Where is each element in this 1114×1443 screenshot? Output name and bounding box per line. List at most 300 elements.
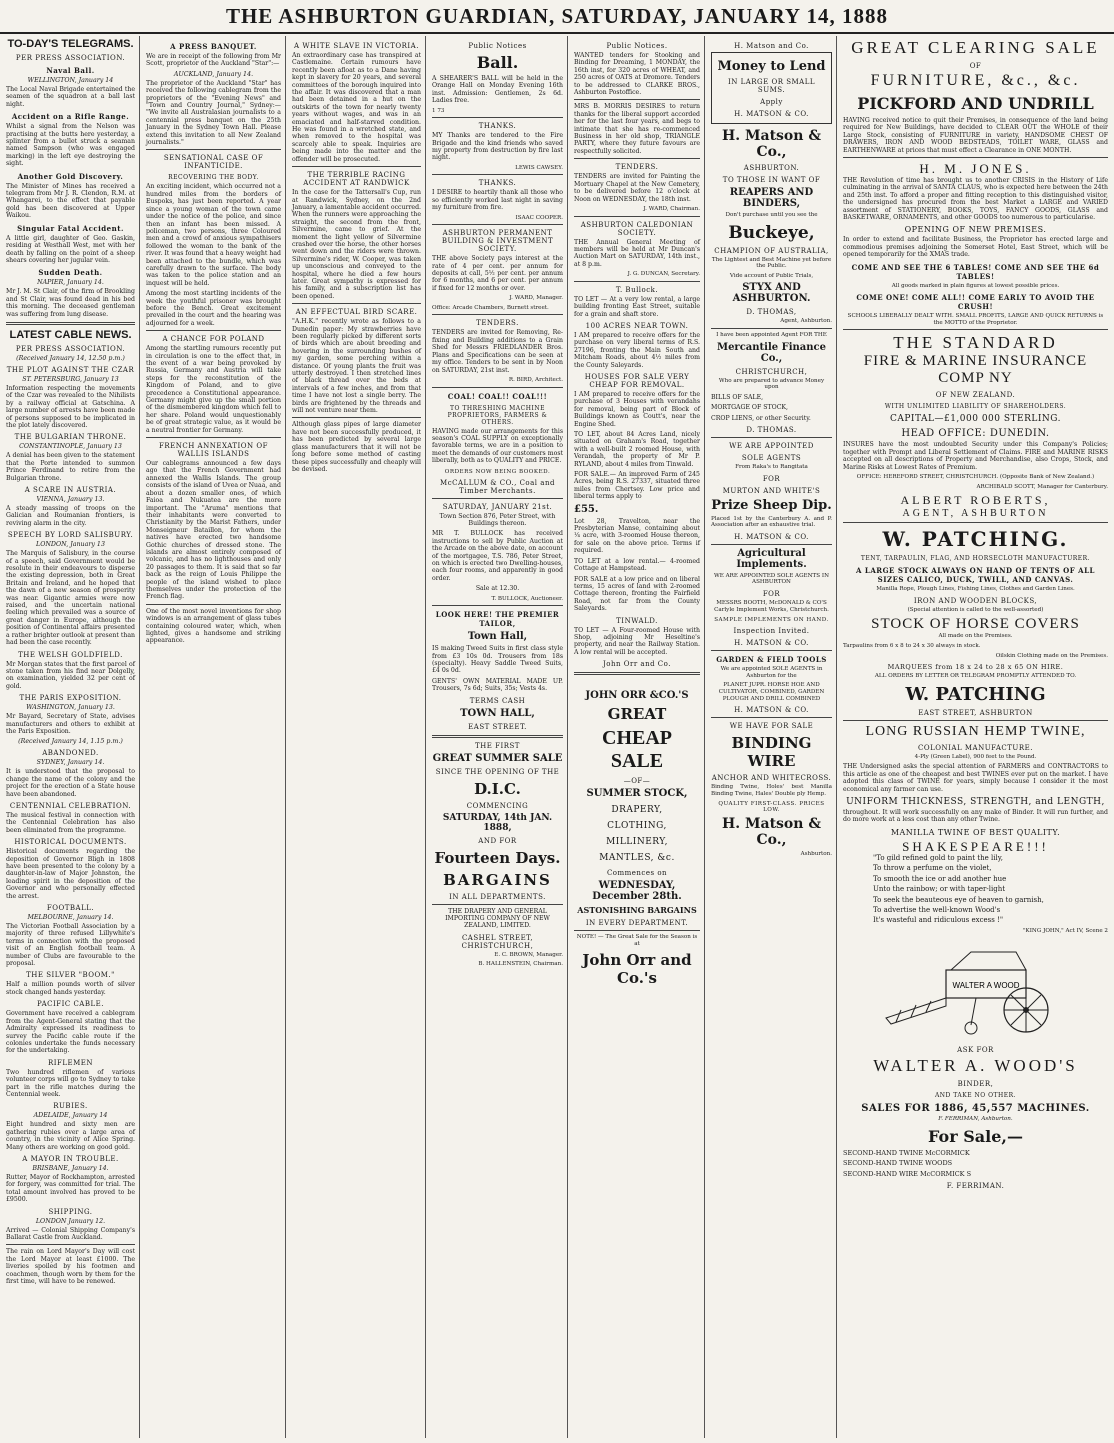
ad-signature: H. MATSON & CO.: [734, 532, 809, 541]
story-title: THE TERRIBLE RACING ACCIDENT AT RANDWICK: [303, 171, 410, 188]
story-text: The Local Naval Brigade entertained the seamen of the squadron at a ball last night.: [6, 86, 135, 108]
ad-text: SINCE THE OPENING OF THE: [435, 767, 560, 776]
divider: [574, 99, 700, 100]
divider: [843, 522, 1108, 523]
ad-text: MY Thanks are tendered to the Fire Brigade and the kind friends who saved my property from destruction by fire last night.: [432, 132, 563, 162]
dateline: ADELAIDE, January 14: [33, 1112, 108, 1120]
story-title: ABANDONED.: [42, 749, 99, 758]
column-public-notices-2: [570, 36, 705, 1438]
story-text: Mr Bayard, Secretary of State, advises manufacturers and others to exhibit at the Paris Exposition.: [6, 713, 135, 735]
story-text: The Minister of Mines has received a telegram from Mr J. R. Clendon, R.M. at Whangarei, to the effect that payable gold has been discovered at Upper Waikou.: [6, 182, 135, 220]
story-text: Eight hundred and sixty men are gathering rubies over a large area of country, in the vicinity of Alice Spring. Many others are working on good gold.: [6, 1121, 135, 1151]
ad-signature: H. MATSON & CO.: [734, 110, 809, 118]
divider: [432, 174, 563, 175]
divider: [6, 1244, 135, 1245]
ad-text: Tarpaulins from 6 x 8 to 24 x 30 always in stock.: [843, 643, 981, 650]
ad-signature: LEWIS CAWSEY.: [515, 164, 563, 171]
ad-text: NOTE! — The Great Sale for the Season is at: [576, 934, 698, 947]
ad-signature: D. THOMAS.: [746, 425, 797, 434]
column-large-ads: [839, 36, 1112, 1438]
dateline: CONSTANTINOPLE, January 13: [19, 443, 122, 451]
ad-title: FIRE & MARINE INSURANCE COMP NY: [863, 353, 1088, 387]
ad-title: TENDERS.: [476, 319, 519, 328]
masthead: [0, 0, 1114, 34]
story-title: A WHITE SLAVE IN VICTORIA.: [294, 42, 419, 50]
ad-title: Agricultural Implements.: [736, 547, 807, 570]
divider: [843, 157, 1108, 158]
ad-text: The Lightest and Best Machine yet before the Public.: [711, 256, 832, 270]
story-text: It is understood that the proposal to change the name of the colony and the project for the erection of a State house have been abandoned.: [6, 768, 135, 798]
ad-text: IN EVERY DEPARTMENT.: [585, 919, 689, 928]
ad-text: WE ARE APPOINTED SOLE AGENTS IN ASHBURTON: [714, 572, 829, 586]
ad-title: MANILLA TWINE OF BEST QUALITY.: [890, 827, 1061, 837]
ad-text: IN LARGE OR SMALL SUMS.: [727, 78, 816, 94]
ad-text: FOR SALE.— An improved Farm of 245 Acres, being R.S. 27337, situated three miles from Chertsey. Low price and liberal terms apply to: [574, 471, 700, 501]
story-text: One of the most novel inventions for shop windows is an arrangement of glass tubes containing coloured water, which, when lighted, gives a handsome and striking appearance.: [146, 607, 281, 645]
story-title: THE PLOT AGAINST THE CZAR: [6, 365, 135, 374]
ad-title: WEDNESDAY, December 28th.: [592, 880, 682, 903]
column-telegrams: [2, 36, 140, 1438]
divider: [6, 322, 135, 325]
ad-text: ALL ORDERS BY LETTER OR TELEGRAM PROMPTLY ATTENDED TO.: [874, 673, 1077, 680]
ad-signature: F. FERRIMAN.: [946, 1182, 1005, 1191]
ad-title: SATURDAY, 14th JAN. 1888,: [442, 812, 553, 833]
ad-title: H. Matson & Co.,: [722, 816, 821, 849]
ad-text: AGENT, ASHBURTON: [902, 508, 1049, 520]
ad-text: We are appointed SOLE AGENTS in Ashburton for the: [720, 666, 823, 679]
machine-label: WALTER A WOOD: [951, 981, 1020, 991]
ad-text: I DESIRE to heartily thank all those who so efficiently worked last night in saving my furniture from fire.: [432, 189, 563, 212]
story-text: The Marquis of Salisbury, in the course of a speech, said Government would be resolute in their endeavours to disperse the existing depression, both in Great Britain and Ireland, and he hoped that the dawn of a new season of prosperity was near. Gigantic armies were now raised, and the uncertain national feeling which prevailed was a source of great danger in Europe, although the position of Continental affairs presented a rather brighter outlook at present than had been the case recently.: [6, 550, 135, 647]
ad-text: QUALITY FIRST-CLASS. PRICES LOW.: [718, 801, 825, 814]
ad-signature: R. BIRD, Architect.: [508, 376, 563, 383]
story-text: Our cablegrams announced a few days ago that the French Government had annexed the Wallis Islands. The group consists of the island of Uvea or Nuaa, and about a dozen smaller ones, of which Faioa and Nukuatea are the more important. The "Aruma" mentions that their inhabitants were converted to Christianity by the Marist Fathers, under Monseigneur Bataillon, for whom the natives have erected two handsome Gothic churches of dressed stone. The islands are almost entirely composed of volcanic, and has no lighthouses and only 20 passages to them. It is said that so far back as the reign of Louis Philippe the people of the island wished to place themselves under the protection of the French flag.: [146, 460, 281, 601]
story-text: A denial has been given to the statement that the Porte intended to summon Prince Ferdinand to retire from the Bulgarian throne.: [6, 452, 135, 482]
ad-text: A LARGE STOCK ALWAYS ON HAND OF TENTS OF ALL SIZES CALICO, DUCK, TWILL, AND CANVAS.: [856, 566, 1095, 585]
ad-text: IRON AND WOODEN BLOCKS,: [913, 596, 1038, 605]
divider: [432, 224, 563, 225]
story-text: The proprietor of the Auckland "Star" has received the following cablegram from the proprietors of the "Evening News" and "Town and Country Journal," Sydney:— "We invite all Australasian journalists to a centennial press banquet on the 25th January in the Sydney Town Hall. Please extend this invitation to all New Zealand journalists.": [146, 79, 281, 147]
ad-text: —OF—: [623, 777, 651, 786]
ad-text: SAMPLE IMPLEMENTS ON HAND.: [714, 617, 829, 624]
story-text: Arrived — Colonial Shipping Company's Ballarat Castle from Auckland.: [6, 1226, 135, 1241]
ad-text: HAVING made our arrangements for this season's COAL SUPPLY on exceptionally favorable terms, we are in a position to meet the demands of our customers most liberally, both as to QUALITY and PRICE.: [432, 427, 563, 465]
story-title: A PRESS BANQUET.: [170, 42, 257, 51]
ad-title: SALES FOR 1886, 45,557 MACHINES.: [861, 1103, 1090, 1115]
ad-text: Inspection Invited.: [733, 627, 810, 636]
heading-cable-news: LATEST CABLE NEWS.: [9, 328, 132, 341]
story-title: A MAYOR IN TROUBLE.: [22, 1154, 119, 1163]
source-line: PER PRESS ASSOCIATION.: [15, 54, 126, 62]
divider: [711, 328, 832, 329]
ad-text: MARQUEES from 18 x 24 to 28 x 65 ON HIRE.: [887, 663, 1064, 672]
ad-ref: 1 73: [432, 107, 445, 114]
poem-line: To advertise the well-known Wood's: [873, 905, 1001, 914]
ad-item: CLOTHING,: [607, 821, 667, 832]
ad-title: GARDEN & FIELD TOOLS: [716, 655, 827, 665]
ad-text: COME AND SEE THE 6 TABLES! COME AND SEE THE 6d TABLES!: [851, 262, 1100, 281]
ad-title: TENDERS.: [615, 163, 659, 172]
ad-text: In order to extend and facilitate Business, the Proprietor has erected large and commodious premises adjoining the Somerset Hotel, East Street, which will be opened temporarily for the XMAS trade.: [843, 236, 1108, 259]
dateline: ST. PETERSBURG, January 13: [22, 375, 119, 383]
ad-title: THANKS.: [478, 122, 517, 131]
ad-text: Apply: [760, 98, 783, 106]
divider: [146, 330, 281, 331]
ad-text: TO LET — A Four-roomed House with Shop, adjoining Mr Heseltine's property, and near the Railway Station. A low rental will be accepted.: [574, 626, 700, 656]
column-public-notices: [428, 36, 568, 1438]
divider: [711, 717, 832, 718]
dateline: BRISBANE, January 14.: [32, 1164, 109, 1172]
story-text: Historical documents regarding the deposition of Governor Bligh in 1808 have been presented to the colony by a daughter-in-law of Major Johnston, the leading spirit in the deposition of the Governor and who personally effected the arrest.: [6, 848, 135, 900]
dateline: MELBOURNE, January 14.: [27, 914, 114, 922]
ad-text: Sale at 12.30.: [475, 585, 520, 593]
ad-title: STOCK OF HORSE COVERS: [871, 616, 1080, 633]
divider: [432, 314, 563, 315]
story-text: The rain on Lord Mayor's Day will cost the Lord Mayor at least £1000. The liveries spoiled by his footmen and coachmen, though worn by them for the first time, will have to be renewed.: [6, 1248, 135, 1286]
story-title: FRENCH ANNEXATION OF WALLIS ISLANDS: [159, 442, 268, 459]
ad-title: Town Hall,: [467, 631, 528, 643]
ad-text: I AM prepared to receive offers for the purchase on very liberal terms of R.S. 27196, fronting the Main South and Mitcham Roads, about 4½ miles from the County Saleyards.: [574, 331, 700, 369]
dateline: LONDON, January 13: [36, 541, 105, 549]
divider: [711, 544, 832, 545]
ad-text: Lot 28, Travelton, near the Presbyterian Manse, containing about ¼ acre, with 3-roomed House thereon, for sale on the above price. Terms if required.: [574, 517, 700, 555]
ad-signature: F. FERRIMAN, Ashburton.: [938, 1116, 1013, 1123]
ad-text: MR T. BULLOCK has received instructions to sell by Public Auction at the Arcade on the above date, on account of the mortgagee, T.S. 786, Peter Street, on which is erected two Dwelling-houses, each four rooms, and apparently in good order.: [432, 530, 563, 582]
ad-title: FURNITURE, &c., &c.: [870, 72, 1081, 89]
ad-signature: J. G. DUNCAN, Secretary.: [627, 271, 700, 278]
ad-text: TO THOSE IN WANT OF: [722, 176, 821, 184]
divider: [432, 735, 563, 738]
divider: [574, 216, 700, 217]
ad-text: SCHOOLS LIBERALLY DEALT WITH. SMALL PROFITS, LARGE AND QUICK RETURNS is the MOTTO of the Proprietor.: [847, 313, 1104, 326]
ad-title: GREAT SUMMER SALE: [432, 752, 563, 764]
ad-title: WALTER A. WOOD'S: [873, 1056, 1078, 1076]
story-title: FOOTBALL.: [46, 904, 95, 913]
ad-signature: D. THOMAS,: [746, 308, 797, 317]
story-title: THE WELSH GOLDFIELD.: [18, 650, 123, 659]
ad-text: Commences on: [606, 869, 668, 878]
ad-text: THE Undersigned asks the special attention of FARMERS and CONTRACTORS to this article as one of the cheapest and best TWINES ever put on the market. I have adopted this class of TWINE for years, simply because I consider it the most economical any farmer can use.: [843, 763, 1108, 793]
story-title: Naval Ball.: [46, 66, 95, 75]
source-line: PER PRESS ASSOCIATION.: [15, 344, 126, 353]
ad-title: ASTONISHING BARGAINS: [577, 905, 697, 916]
ad-text: All goods marked in plain figures at lowest possible prices.: [891, 282, 1060, 289]
story-title: Singular Fatal Accident.: [17, 223, 124, 233]
ad-text: Vide account of Public Trials,: [729, 272, 814, 279]
story-title: HISTORICAL DOCUMENTS.: [14, 838, 127, 847]
received-line: (Received January 14, 12.50 p.m.): [16, 354, 125, 362]
ad-text: IN ALL DEPARTMENTS.: [449, 892, 546, 901]
poem-line: It's wasteful and ridiculous excess !": [873, 916, 1004, 925]
story-text: Mr J. M. St Clair, of the firm of Brookling and St Clair, was found dead in his bed this morning. The deceased gentleman was suffering from lung disease.: [6, 288, 135, 318]
binder-machine-illustration: [876, 940, 1076, 1040]
ad-text: Oilskin Clothing made on the Premises.: [995, 652, 1108, 659]
ad-text: COLONIAL MANUFACTURE.: [918, 743, 1033, 752]
story-text: Rutter, Mayor of Rockhampton, arrested for forgery, was committed for trial. The total amount involved has proved to be £9500.: [6, 1173, 135, 1204]
story-text: An exciting incident, which occurred not a hundred miles from the borders of Euspoks, has just been reported. A year since a young woman of the town came under the notice of the police, and since then an infant has been missed. A policeman, two persons, three Coloured men and a crowd of anxious sympathisers followed the woman to the bank of the river. It was found that a heavy weight had been attached to the bundle, which was carefully drawn to the surface. The body was taken to the police station and an inquest will be held.: [146, 183, 281, 287]
ad-text: PLANET JUPR. HORSE HOE AND CULTIVATOR, COMBINED, GARDEN PLOUGH AND DRILL COMBINED: [718, 682, 825, 702]
ad-text: GENTS' OWN MATERIAL MADE UP. Trousers, 7s 6d; Suits, 35s; Vests 4s.: [432, 677, 563, 693]
ad-title: LOOK HERE! THE PREMIER TAILOR,: [435, 610, 560, 629]
story-text: Mr Morgan states that the first parcel of stone taken from his find near Dolgelly, on examination, yielded 32 per cent of gold.: [6, 660, 135, 690]
story-title: THE SILVER "BOOM.": [26, 971, 115, 980]
sale-item: SECOND-HAND TWINE McCORMICK: [843, 1148, 970, 1157]
dateline: WASHINGTON, January 13.: [26, 704, 115, 712]
ad-signature: McCALLUM & CO., Coal and Timber Merchants.: [440, 478, 555, 495]
ad-text: MRS B. MORRIS DESIRES to return thanks for the liberal support accorded her for the last four years, and begs to intimate that she has re-commenced Business in her old shop, TRIANGLE PARTY, where they future favours are respectfully solicited.: [574, 103, 700, 155]
poem-block: [843, 855, 1108, 925]
sale-item: SECOND-HAND WIRE McCORMICK S: [843, 1169, 972, 1178]
divider: [432, 498, 563, 499]
ad-title: TOWN HALL,: [460, 707, 535, 719]
divider: [432, 904, 563, 905]
ad-text: COME ONE! COME ALL!! COME EARLY TO AVOID THE CRUSH!: [856, 293, 1095, 312]
ad-subtitle: ORDERS NOW BEING BOOKED.: [444, 468, 551, 475]
story-text: Whilst a signal from the Nelson was practising at the butts here yesterday, a splinter from a bullet struck a seaman named Sampson (who was engaged marking) in the left eye destroying the sight.: [6, 123, 135, 168]
ad-text: HAVING received notice to quit their Premises, in consequence of the land being required for New Buildings, have decided to CLEAR OUT the WHOLE of their Large Stock, consisting of FURNITURE in variety, HANDSOME CHEST OF DRAWERS, IRON AND WOOD BEDSTEADS, TOILET WARE, GLASS and EARTHENWARE at prices that must effect a Clearance in ONE MONTH.: [843, 117, 1108, 154]
ad-title: 100 ACRES NEAR TOWN.: [585, 321, 689, 330]
ad-title: W. PATCHING.: [882, 527, 1069, 552]
ad-title: THE STANDARD: [893, 333, 1058, 353]
ad-text: A SHEARER'S BALL will be held in the Orange Hall on Monday Evening 16th inst. Admission: Gentlemen, 2s 6d. Ladies free.: [432, 75, 563, 105]
ad-signature: ISAAC COOPER.: [515, 214, 563, 221]
ad-title: CHEAP SALE: [602, 727, 672, 773]
ad-signature: T. BULLOCK, Auctioneer.: [491, 595, 563, 602]
ad-text: MURTON AND WHITE'S: [722, 486, 821, 495]
ad-text: FOR: [762, 474, 781, 483]
divider: [574, 672, 700, 675]
story-text: Two hundred riflemen of various volunteer corps will go to Sydney to take part in the rifle matches during the Centennial week.: [6, 1068, 135, 1098]
divider: [574, 930, 700, 931]
ad-signature: John Orr and Co.: [603, 660, 671, 669]
ad-text: AND TAKE NO OTHER.: [934, 1092, 1017, 1100]
ad-text: OF: [969, 62, 982, 70]
ad-title: LONG RUSSIAN HEMP TWINE,: [865, 723, 1086, 739]
column-header: H. Matson and Co.: [734, 42, 809, 50]
ad-price: £55.: [574, 503, 599, 515]
ad-text: Who are prepared to advance Money upon: [718, 377, 825, 391]
ad-subtitle: TO THRESHING MACHINE PROPRIETORS, FARMERS & OTHERS.: [447, 404, 548, 426]
ad-text: CHRISTCHURCH,: [735, 367, 808, 376]
ad-text: 4-Ply (Green Label), 900 feet to the Pound.: [914, 753, 1037, 760]
dateline: NAPIER, January 14.: [37, 279, 104, 287]
ad-title: PICKFORD AND UNDRILL: [857, 94, 1094, 113]
divider: [146, 149, 281, 150]
poem-line: Unto the rainbow; or with taper-light: [873, 885, 1006, 894]
divider: [146, 604, 281, 605]
divider: [843, 720, 1108, 721]
story-title: SPEECH BY LORD SALISBURY.: [7, 531, 134, 540]
story-text: A little girl, daughter of Geo. Gaskin, residing at Westhall West, met with her death by falling on the point of a sheep shears covering her jugular vein.: [6, 234, 135, 264]
ad-text: IS making Tweed Suits in first class style from £3 10s 0d. Trousers from 18s (specialty). Heavy Saddle Tweed Suits, £4 0s 0d.: [432, 645, 563, 675]
ad-title: UNIFORM THICKNESS, STRENGTH, and LENGTH,: [846, 797, 1105, 808]
sale-item: SECOND-HAND TWINE WOODS: [843, 1159, 953, 1168]
story-text: A steady massing of troops on the Galician and Roumanian frontiers, is reviving alarm in the city.: [6, 505, 135, 527]
ad-text: Binding Twine, Holes' best Manilla Binding Twine, Hales' Double ply Hemp.: [711, 784, 832, 797]
ad-text: Town Section 876, Peter Street, with Buildings thereon.: [439, 512, 556, 527]
ad-signature: B. HALLENSTEIN, Chairman.: [478, 961, 563, 968]
ad-title: ALBERT ROBERTS,: [900, 493, 1051, 508]
story-text: Information respecting the movements of the Czar was revealed to the Nihilists by a railway official at Gatschina. A large number of arrests have been made of persons supposed to be implicated in the plot lately discovered.: [6, 384, 135, 429]
ad-text: FOR: [762, 589, 781, 598]
column-matson: [707, 36, 837, 1438]
ad-title: SATURDAY, JANUARY 21st.: [442, 502, 553, 511]
ad-item: MORTGAGE OF STOCK,: [711, 404, 789, 412]
ad-text: I AM prepared to receive offers for the purchase of 3 Houses with verandahs for removal, being part of Block of Buildings known as Coutt's, near the Engine Shed.: [574, 390, 700, 428]
divider: [432, 605, 563, 606]
ad-text: From Raka's to Rangitata: [735, 463, 808, 470]
ad-text: TO LET — At a very low rental, a large building fronting East Street, suitable for a grain and shaft store.: [574, 295, 700, 318]
ad-text: Manilla Rope, Plough Lines, Fishing Lines, Clothes and Garden Lines.: [876, 586, 1075, 593]
story-text: An extraordinary case has transpired at Castlemaine. Certain rumours have recently been afloat as to a Dane having kept in slavery for 20 years, and several committees of the borough inquired into the affair. It was discovered that a man had been detained in a hut on the outskirts of the town for nearly twenty years without wages, and was in an emaciated and half-starved condition. He was found in a wretched state, and when removed to the hospital was scarcely able to speak. Inquiries are being made into the matter and the offender will be prosecuted.: [292, 52, 421, 163]
ad-title: GREAT CLEARING SALE: [851, 38, 1100, 57]
ad-signature: H. MATSON & CO.: [734, 706, 809, 715]
ad-title: SHAKESPEARE!!!: [902, 838, 1049, 854]
dateline: SYDNEY, January 14.: [36, 759, 105, 767]
ad-item: BILLS OF SALE,: [711, 393, 764, 401]
divider: [146, 437, 281, 438]
story-title: THE BULGARIAN THRONE.: [14, 433, 127, 442]
ad-text: TERMS CASH: [469, 696, 526, 705]
poem-line: "To gild refined gold to paint the lily,: [873, 853, 1003, 862]
ad-title: Mercantile Finance Co.,: [717, 341, 826, 364]
ad-text: Office: Arcade Chambers, Burnett street.: [432, 304, 549, 311]
story-title: THE PARIS EXPOSITION.: [19, 694, 122, 703]
ad-text: ASK FOR: [957, 1046, 994, 1055]
dateline: WELLINGTON, January 14: [27, 77, 114, 84]
ad-title: T. Bullock.: [615, 285, 659, 294]
ad-text: EAST STREET, ASHBURTON: [918, 708, 1033, 717]
ad-title: For Sale,—: [928, 1126, 1023, 1146]
ad-text: THE Annual General Meeting of members will be held at Mr Duncan's Auction Mart on SATURDAY, 14th inst., at 8 p.m.: [574, 238, 700, 268]
story-title: SENSATIONAL CASE OF INFANTICIDE.: [163, 154, 264, 171]
divider: [574, 158, 700, 159]
story-title: A SCARE IN AUSTRIA.: [24, 486, 117, 494]
ad-text: WANTED tenders for Stooking and Binding for Dreaming, 1 MONDAY, the 16th inst, for 320 acres of WHEAT, and 250 acres of OATS at Dromore. Tenders to be addressed to CLARKE BROS., Ashburton Postoffice.: [574, 52, 700, 97]
ad-text: THE Revolution of time has brought us to another CRISIS in the History of Life culminating in the arrival of SANTA CLAUS, who is expected here between the 24th and 25th inst. To afford a proper and fitting reception to this distinguished visitor, the undersigned has procured from the best Market a LARGE and VARIED assortment of STATIONERY, BOOKS, TOYS, FANCY GOODS, GLASS and BASKETWARE, ORNAMENTS, and other GOODS too numerous to particularise.: [843, 177, 1108, 222]
ad-text: CHAMPION OF AUSTRALIA,: [714, 246, 829, 255]
story-title: CENTENNIAL CELEBRATION.: [9, 801, 132, 810]
ad-item: MANTLES, &c.: [599, 853, 675, 864]
story-text: Although glass pipes of large diameter have not been successfully produced, it has been predicted by several large glass manufacturers that it will not be long before some method of casting these pipes successfully and cheaply will be devised.: [292, 421, 421, 473]
ad-text: THE FIRST: [475, 741, 520, 750]
dateline: LONDON January 12.: [35, 1217, 106, 1225]
story-text: Among the startling rumours recently put in circulation is one to the effect that, in the event of a war being provoked by Russia, Germany and Austria will take steps for the reconstitution of the Kingdom of Poland, and to give precedence a Constitutional appearance. Germany might give up the small portion of the dismembered kingdom which fell to her share. Poland would unquestionably be of great strategic value, as it would be a neutral frontier for Germany.: [146, 345, 281, 434]
ad-ball-title: Ball.: [476, 53, 519, 72]
story-text: In the case for the Tattersall's Cup, run at Randwick, Sydney, on the 2nd January, a lamentable accident occurred. When the runners were approaching the straight, the second from the front, Silvermine, came to grief. At the moment the light yellow of Silvermine crashed over the horse, the other horses went down and the riders were thrown. Silvermine's rider, W. Cooper, was taken up unconscious and conveyed to the hospital, where he died a few hours later. Great sympathy is expressed for his family, and a subscription list has been opened.: [292, 189, 421, 300]
ad-text: BINDER,: [957, 1080, 994, 1089]
column-header: Public Notices.: [606, 42, 668, 50]
heading-telegrams: TO-DAY'S TELEGRAMS.: [7, 38, 134, 50]
ad-title: Prize Sheep Dip.: [711, 497, 832, 513]
ad-text: TO LET at a low rental.— 4-roomed Cottage at Hampstead.: [574, 557, 700, 573]
ad-text: Placed 1st by the Canterbury A. and P. Association after an exhaustive trial.: [711, 515, 832, 529]
story-title: A CHANCE FOR POLAND: [162, 335, 265, 344]
ad-title: GREAT: [607, 705, 667, 724]
story-title: AN EFFECTUAL BIRD SCARE.: [295, 308, 418, 317]
ad-title: HOUSES FOR SALE VERY CHEAP FOR REMOVAL.: [584, 372, 690, 389]
ad-text: AND FOR: [478, 836, 517, 845]
ad-text: Don't purchase until you see the: [725, 212, 818, 218]
ad-text: HEAD OFFICE: DUNEDIN.: [901, 428, 1050, 440]
ad-title: ASHBURTON CALEDONIAN SOCIETY.: [580, 220, 694, 237]
ad-item: CROP LIENS, or other Security.: [711, 414, 811, 422]
story-title: SHIPPING.: [48, 1207, 93, 1216]
ad-text: TENT, TARPAULIN, FLAG, AND HORSECLOTH MANUFACTURER.: [860, 555, 1091, 563]
ad-title: TINWALD.: [616, 616, 658, 625]
ad-title: JOHN ORR &CO.'S: [585, 690, 689, 702]
divider: [432, 117, 563, 118]
ad-text: FOR SALE at a low price and on liberal terms, 15 acres of land with 2-roomed Cottage thereon, fronting the Fairfield Road, not far from the County Saleyards.: [574, 575, 700, 613]
divider: [843, 329, 1108, 330]
ad-text: THE above Society pays interest at the rate of 4 per cent. per annum for deposits at call, 5½ per cent. per annum for 6 months, and 6 per cent. per annum if fixed for 12 months or over.: [432, 255, 563, 292]
ad-text: TO LET, about 84 Acres Land, nicely situated on Graham's Road, together with a well-built 2 roomed House, with Verandah, the property of Mr P. RYLAND, about 4 miles from Tinwald.: [574, 431, 700, 468]
ad-text: throughout. It will work successfully on any make of Binder. It will run further, and do more work at a less cost than any other Twine.: [843, 809, 1108, 824]
ad-text: TENDERS are invited for Removing, Re-fixing and Building additions to a Grain Shed for Messrs FRIEDLANDER Bros. Plans and Specifications can be seen at my office. Tenders to be sent in by Noon on SATURDAY, 21st inst.: [432, 329, 563, 374]
poem-line: To seek the beauteous eye of heaven to garnish,: [873, 895, 1044, 904]
story-title: Sudden Death.: [38, 268, 103, 278]
ad-text: CAPITAL—£1,000 000 STERLING.: [889, 414, 1062, 425]
ad-title: COAL! COAL!! COAL!!!: [447, 391, 548, 401]
ad-text: TENDERS are invited for Painting the Mortuary Chapel at the New Cemetery, to be delivered before 12 o'clock at Noon on WEDNESDAY, the 18th inst.: [574, 173, 700, 203]
poem-citation: "KING JOHN," Act IV, Scene 2: [1022, 927, 1108, 934]
ad-text: Ashburton.: [800, 851, 832, 858]
poem-line: To throw a perfume on the violet,: [873, 864, 992, 873]
divider: [292, 303, 421, 304]
ad-title: ASHBURTON PERMANENT BUILDING & INVESTMENT SOCIETY.: [441, 229, 554, 254]
ad-title: H. M. JONES.: [919, 161, 1032, 177]
divider: [432, 387, 563, 388]
poem-line: To smooth the ice or add another hue: [873, 874, 1007, 883]
ad-text: WE HAVE FOR SALE: [729, 722, 814, 731]
ad-signature: ARCHIBALD SCOTT, Manager for Canterbury.: [976, 483, 1108, 490]
ad-text: COMMENCING: [466, 801, 529, 810]
masthead-title: THE ASHBURTON GUARDIAN, SATURDAY, JANUARY 14, 1888: [225, 4, 889, 28]
column-press-banquet: [142, 36, 286, 1438]
divider: [711, 437, 832, 438]
divider: [292, 417, 421, 418]
ad-text: ANCHOR AND WHITECROSS.: [711, 774, 832, 783]
ad-text: OF NEW ZEALAND.: [935, 391, 1016, 400]
story-text: Government have received a cablegram from the Agent-General stating that the Admiralty expressed its readiness to survey the Pacific cable route if the colonies undertake the funds necessary for the undertaking.: [6, 1010, 135, 1055]
ad-title: Money to Lend: [717, 59, 826, 74]
ad-item: DRAPERY,: [611, 805, 663, 816]
ad-text: WITH UNLIMITED LIABILITY OF SHAREHOLDERS.: [884, 403, 1067, 411]
ad-signature: H. MATSON & CO.: [734, 639, 809, 648]
ad-text: WE ARE APPOINTED: [729, 441, 814, 450]
ad-signature: J. WARD, Chairman.: [643, 205, 700, 212]
story-text: Among the most startling incidents of the week the youthful prisoner was brought before the Bench. Great excitement prevailed in the court and the hearing was adjourned for a week.: [146, 290, 281, 327]
ad-text: SOLE AGENTS: [741, 453, 802, 462]
story-text: We are in receipt of the following from Mr Scott, proprietor of the Auckland "Star":—: [146, 53, 281, 68]
ad-text: Agent, Ashburton.: [780, 318, 832, 325]
story-subtitle: RECOVERING THE BODY.: [168, 174, 259, 182]
story-title: Another Gold Discovery.: [17, 171, 124, 181]
ad-title: REAPERS AND BINDERS,: [729, 187, 814, 209]
ad-text: THE DRAPERY AND GENERAL IMPORTING COMPANY OF NEW ZEALAND, LIMITED.: [445, 907, 550, 930]
dateline: AUCKLAND, January 14.: [173, 70, 254, 78]
ad-title: BINDING WIRE: [731, 734, 812, 771]
ad-title: STYX AND ASHBURTON.: [732, 282, 811, 305]
ad-title: H. Matson & Co.,: [722, 128, 821, 160]
ad-title: THANKS.: [478, 179, 517, 188]
ad-title: W. PATCHING: [905, 683, 1046, 705]
column-header: Public Notices: [468, 42, 527, 50]
story-text: Half a million pounds worth of silver stock changed hands yesterday.: [6, 981, 135, 996]
ad-title: SUMMER STOCK,: [586, 788, 688, 800]
divider: [711, 650, 832, 651]
story-title: PACIFIC CABLE.: [37, 1000, 104, 1009]
